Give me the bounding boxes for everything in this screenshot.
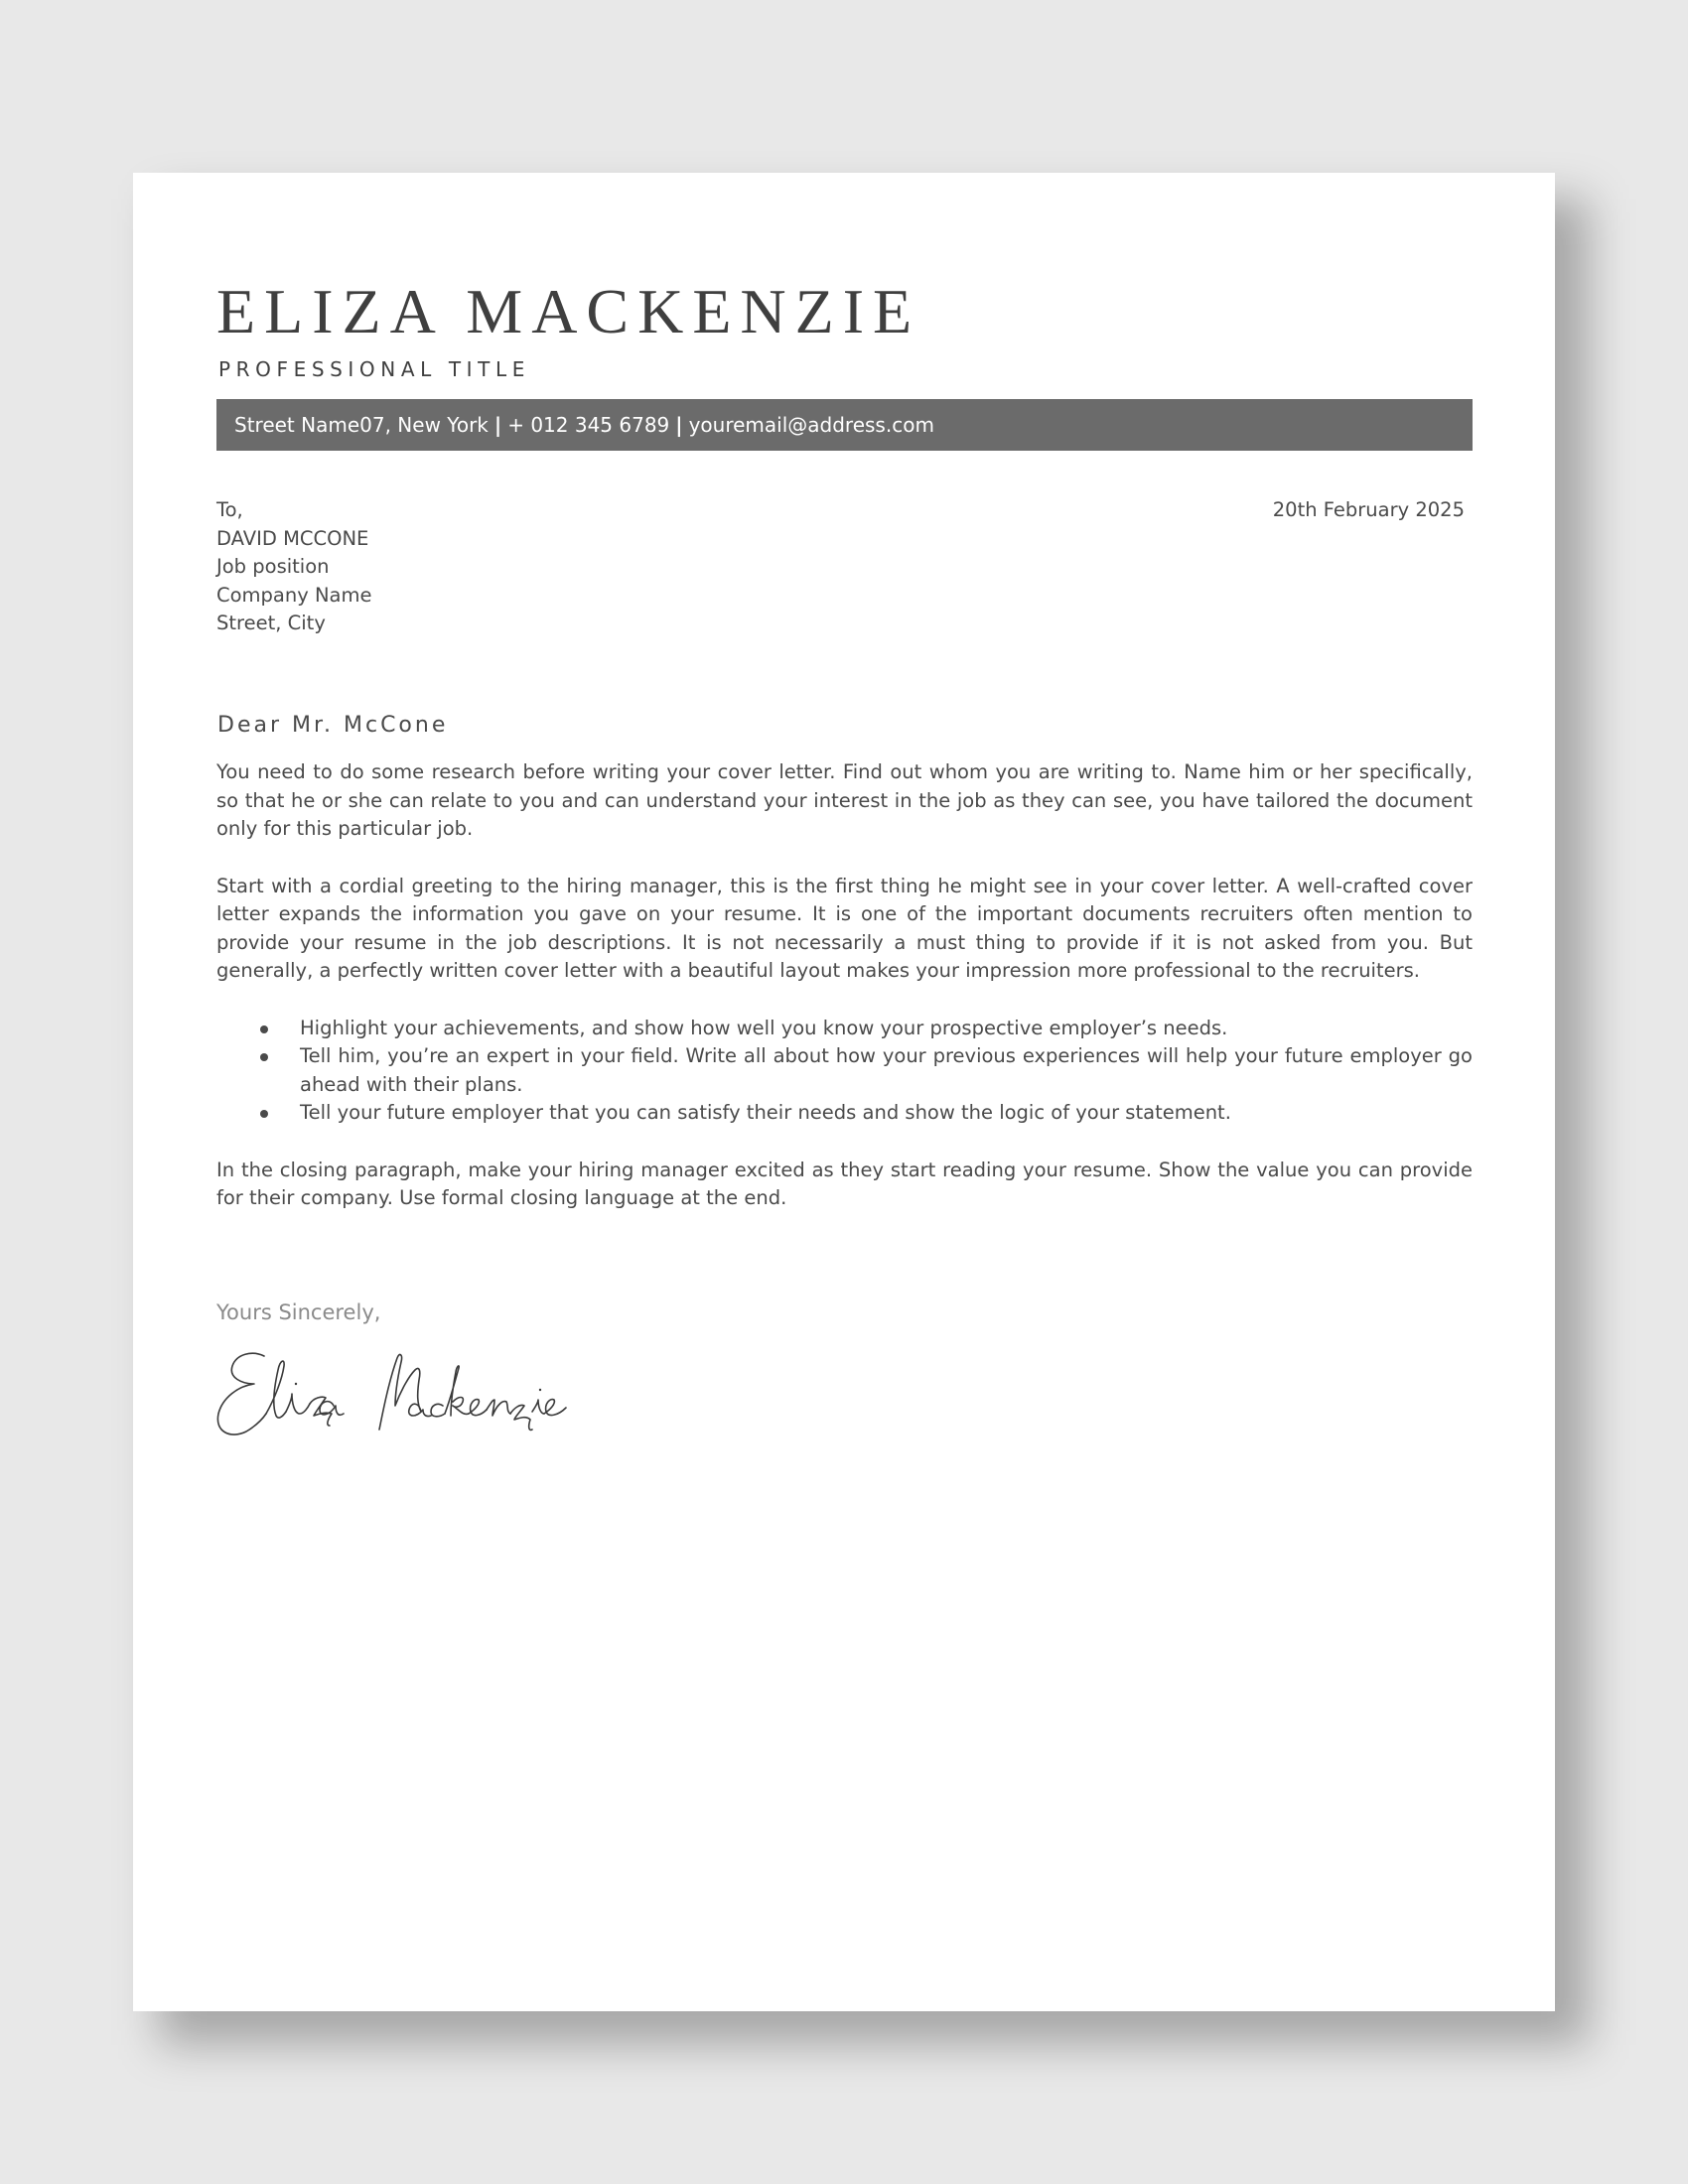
closing-paragraph: In the closing paragraph, make your hiring manager excited as they start reading your resume. Show the value you can provide for their company. Use formal closing language at the end. xyxy=(216,1158,1473,1209)
salutation: Dear Mr. McCone xyxy=(217,713,449,738)
recipient-block xyxy=(216,496,372,638)
contact-bar xyxy=(216,399,1473,451)
contact-separator: | xyxy=(493,413,502,437)
letter-date: 20th February 2025 xyxy=(1272,498,1465,521)
bullet-text: Tell him, you’re an expert in your field. Write all about how your previous experiences will help your future employer go ahead with their plans. xyxy=(300,1044,1473,1096)
letter-page xyxy=(133,173,1555,2011)
applicant-name: ELIZA MACKENZIE xyxy=(216,276,921,346)
letter-body xyxy=(216,758,1473,1242)
body-paragraph: Start with a cordial greeting to the hiring manager, this is the first thing he might see in your cover letter. A well-crafted cover letter expands the information you gave on your resume. It is one of the important documents recruiters often mention to provide your resume in the job descriptions. It is not necessarily a must thing to provide if it is not asked from you. But generally, a perfectly written cover letter with a beautiful layout makes your impression more professional to the recruiters. xyxy=(216,874,1473,982)
bullet-list xyxy=(216,1015,1473,1128)
contact-email: youremail@address.com xyxy=(688,413,934,437)
bullet-text: Tell your future employer that you can satisfy their needs and show the logic of your statement. xyxy=(300,1101,1231,1124)
bullet-icon xyxy=(260,1025,268,1033)
bullet-icon xyxy=(260,1053,268,1061)
bullet-text: Highlight your achievements, and show how well you know your prospective employer’s needs. xyxy=(300,1016,1228,1039)
contact-address: Street Name07, New York xyxy=(234,413,489,437)
recipient-company: Company Name xyxy=(216,583,372,607)
bullet-item xyxy=(216,1015,1473,1043)
recipient-name: DAVID MCCONE xyxy=(216,526,369,550)
bullet-item xyxy=(216,1099,1473,1128)
contact-separator: | xyxy=(675,413,683,437)
recipient-to: To, xyxy=(216,498,243,521)
bullet-item xyxy=(216,1042,1473,1099)
bullet-icon xyxy=(260,1110,268,1118)
sign-off: Yours Sincerely, xyxy=(216,1300,381,1324)
body-paragraph: You need to do some research before writing your cover letter. Find out whom you are writing to. Name him or her specifically, so that he or she can relate to you and can understand your interest in the job as they can see, you have tailored the document only for this particular job. xyxy=(216,760,1473,840)
contact-phone: + 012 345 6789 xyxy=(507,413,670,437)
professional-title: PROFESSIONAL TITLE xyxy=(218,357,530,381)
recipient-position: Job position xyxy=(216,555,330,578)
signature-image xyxy=(212,1340,630,1449)
recipient-street: Street, City xyxy=(216,612,326,634)
